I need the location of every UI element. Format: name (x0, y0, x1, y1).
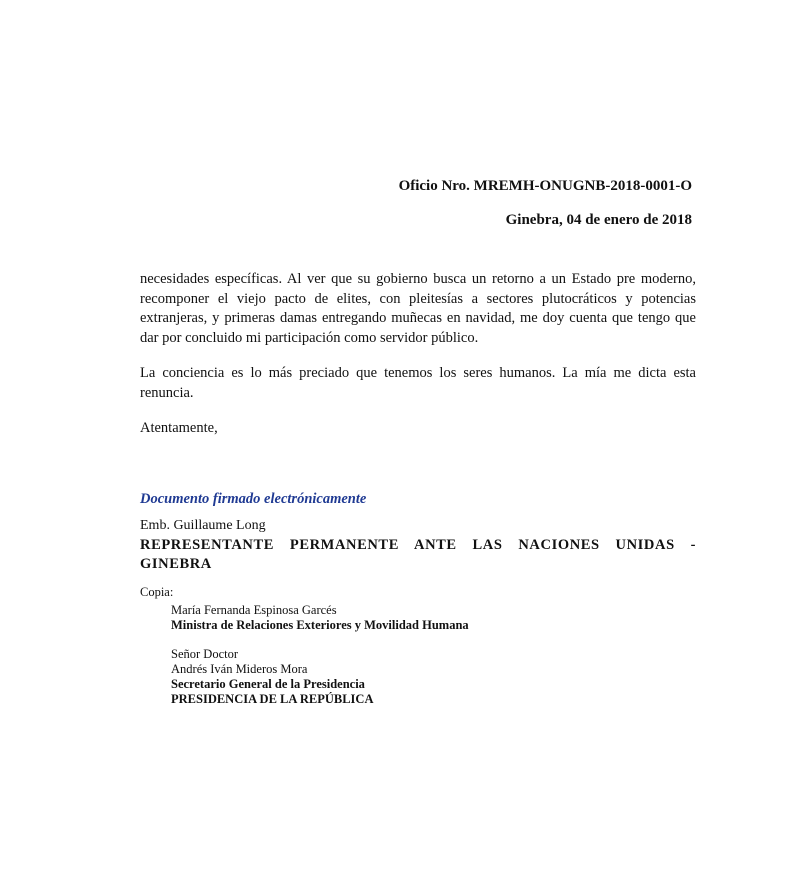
signer-title-continued: GINEBRA (140, 556, 212, 572)
letter-body (140, 270, 696, 439)
place-date: Ginebra, 04 de enero de 2018 (505, 212, 692, 228)
copy-recipient (171, 647, 700, 707)
recipient-line: Secretario General de la Presidencia (171, 677, 365, 691)
signer-name: Emb. Guillaume Long (140, 518, 266, 533)
body-paragraph: necesidades específicas. Al ver que su gobierno busca un retorno a un Estado pre moderno, recomponer el viejo pacto de elites, con pleitesías a sectores plutocráticos y potencias extranjeras, y primeras damas entregando muñecas en navidad, me doy cuenta que tengo que dar por concluido mi participación como servidor público. (140, 271, 696, 346)
recipient-line: PRESIDENCIA DE LA REPÚBLICA (171, 692, 374, 706)
recipient-line: Ministra de Relaciones Exteriores y Movilidad Humana (171, 618, 469, 632)
signature-block (140, 489, 696, 574)
digital-signature-note: Documento firmado electrónicamente (140, 491, 367, 507)
signer-title: REPRESENTANTE PERMANENTE ANTE LAS NACIONES UNIDAS - (140, 537, 696, 553)
reference-number: Oficio Nro. MREMH-ONUGNB-2018-0001-O (398, 178, 692, 194)
closing-salutation: Atentamente, (140, 420, 218, 436)
copies-section (140, 585, 700, 721)
copies-label: Copia: (140, 585, 174, 599)
copy-recipient (171, 603, 700, 633)
recipient-line: Andrés Iván Mideros Mora (171, 662, 308, 676)
body-paragraph: La conciencia es lo más preciado que tenemos los seres humanos. La mía me dicta esta renuncia. (140, 365, 696, 401)
recipient-line: María Fernanda Espinosa Garcés (171, 603, 337, 617)
document-header (399, 176, 692, 230)
recipient-line: Señor Doctor (171, 647, 238, 661)
